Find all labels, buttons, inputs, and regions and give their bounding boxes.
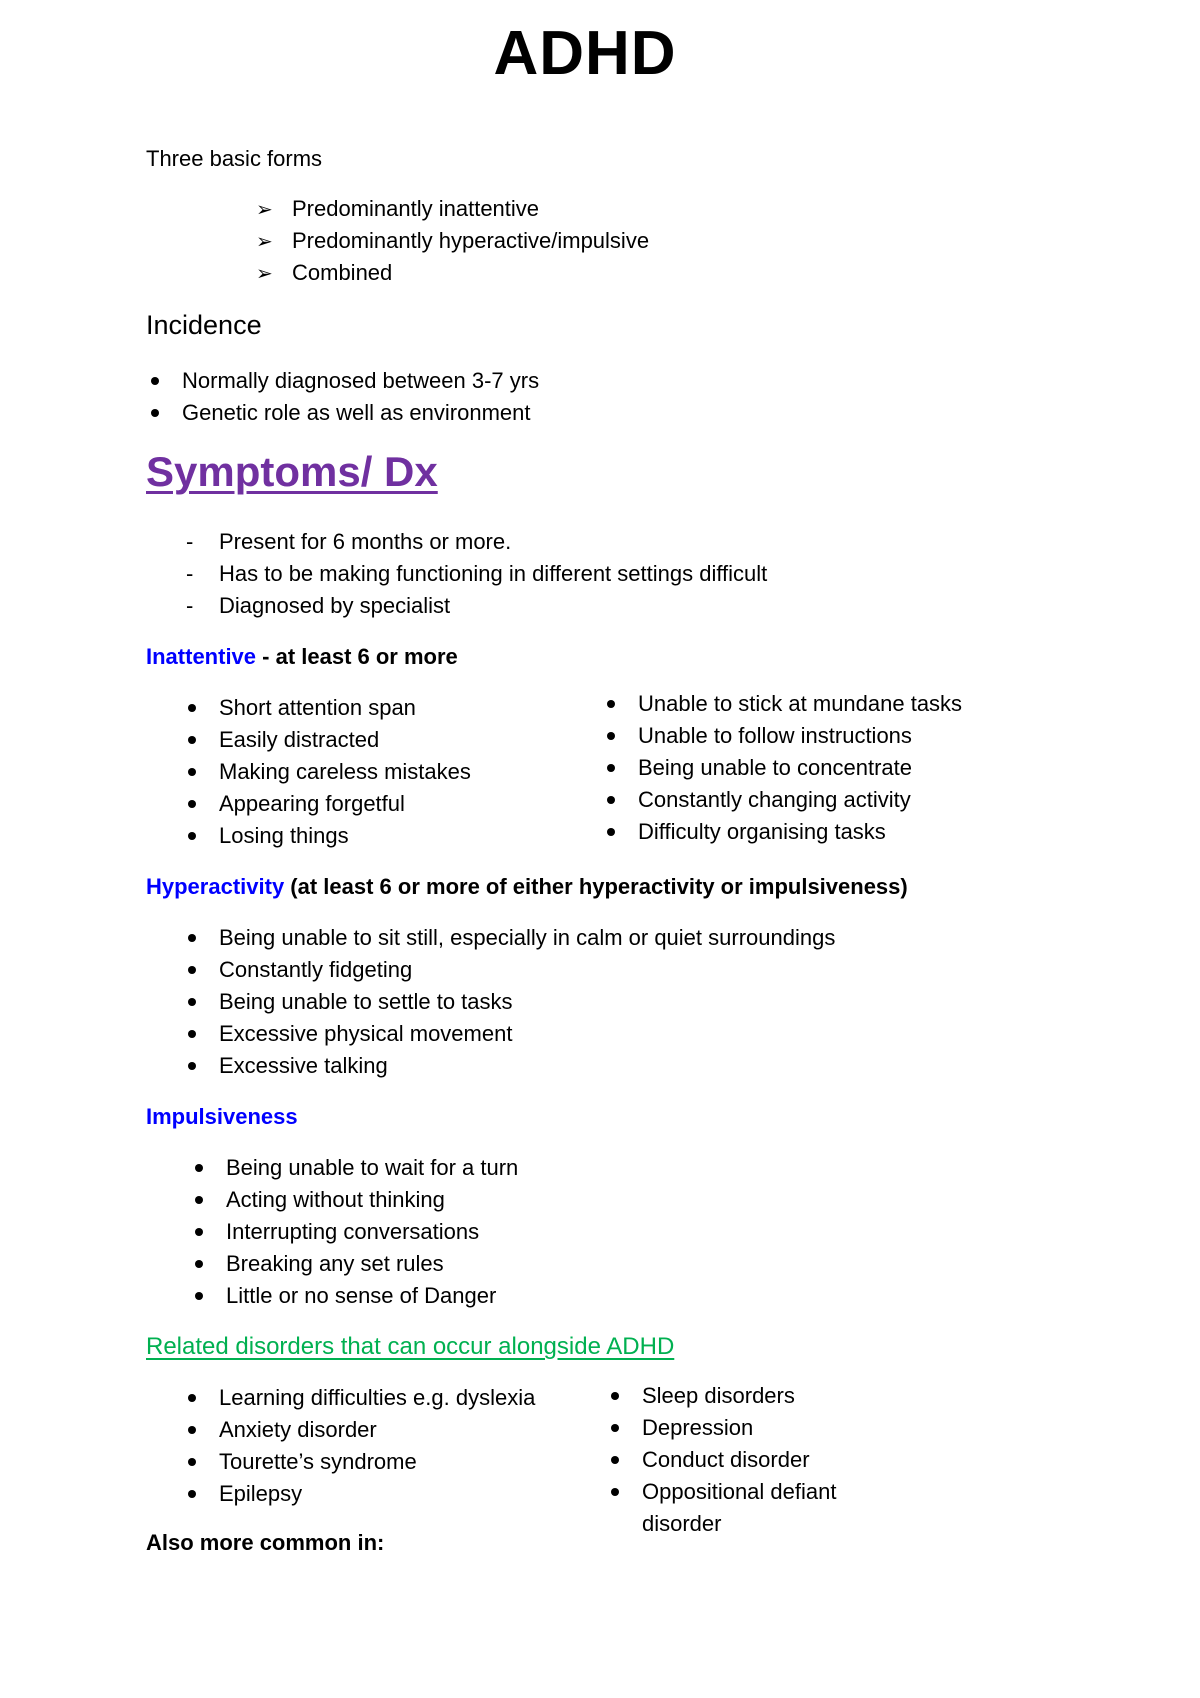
list-item: Oppositional defiant disorder	[606, 1476, 882, 1540]
related-heading: Related disorders that can occur alongside ADHD	[146, 1333, 675, 1360]
list-item: Acting without thinking	[190, 1184, 518, 1216]
inattentive-list-left	[183, 692, 471, 852]
list-item: - Has to be making functioning in different settings difficult	[183, 558, 767, 590]
hyperactivity-list	[183, 922, 835, 1082]
list-item: Constantly changing activity	[602, 784, 962, 816]
list-item: Constantly fidgeting	[183, 954, 835, 986]
list-item: Sleep disorders	[606, 1380, 882, 1412]
list-item: - Diagnosed by specialist	[183, 590, 767, 622]
list-item: Little or no sense of Danger	[190, 1280, 518, 1312]
list-item: Anxiety disorder	[183, 1414, 535, 1446]
list-item: Unable to stick at mundane tasks	[602, 688, 962, 720]
list-item: Genetic role as well as environment	[146, 397, 539, 429]
list-item: ➢ Combined	[256, 257, 649, 289]
list-item: Normally diagnosed between 3-7 yrs	[146, 365, 539, 397]
list-item: Learning difficulties e.g. dyslexia	[183, 1382, 535, 1414]
hyperactivity-label: Hyperactivity	[146, 874, 285, 899]
list-item: ➢ Predominantly inattentive	[256, 193, 649, 225]
list-item: Interrupting conversations	[190, 1216, 518, 1248]
list-item: Difficulty organising tasks	[602, 816, 962, 848]
list-item: Conduct disorder	[606, 1444, 882, 1476]
list-item: Being unable to sit still, especially in calm or quiet surroundings	[183, 922, 835, 954]
impulsiveness-list	[190, 1152, 518, 1312]
impulsiveness-heading: Impulsiveness	[146, 1104, 298, 1129]
inattentive-label: Inattentive	[146, 644, 257, 669]
symptoms-list	[183, 526, 767, 622]
list-item: Tourette’s syndrome	[183, 1446, 535, 1478]
list-item: ➢ Predominantly hyperactive/impulsive	[256, 225, 649, 257]
list-item: Excessive talking	[183, 1050, 835, 1082]
list-item: Excessive physical movement	[183, 1018, 835, 1050]
intro-text: Three basic forms	[146, 146, 323, 171]
list-item: Depression	[606, 1412, 882, 1444]
list-item: Being unable to wait for a turn	[190, 1152, 518, 1184]
list-item: Short attention span	[183, 692, 471, 724]
related-list-left	[183, 1382, 535, 1510]
inattentive-heading	[146, 644, 458, 670]
inattentive-note: - at least 6 or more	[256, 644, 458, 669]
hyperactivity-note: (at least 6 or more of either hyperactivity or impulsiveness)	[284, 874, 908, 899]
inattentive-list-right	[602, 688, 962, 848]
list-item: Appearing forgetful	[183, 788, 471, 820]
list-item: Epilepsy	[183, 1478, 535, 1510]
also-common-text: Also more common in:	[146, 1530, 385, 1555]
list-item: Being unable to concentrate	[602, 752, 962, 784]
incidence-list	[146, 365, 539, 429]
symptoms-heading: Symptoms/ Dx	[146, 448, 438, 495]
list-item: Easily distracted	[183, 724, 471, 756]
list-item: - Present for 6 months or more.	[183, 526, 767, 558]
incidence-heading: Incidence	[146, 310, 262, 340]
list-item: Breaking any set rules	[190, 1248, 518, 1280]
forms-list	[256, 193, 649, 289]
list-item: Unable to follow instructions	[602, 720, 962, 752]
hyperactivity-heading	[146, 874, 908, 900]
page-title: ADHD	[493, 19, 677, 88]
related-list-right	[606, 1380, 882, 1540]
list-item: Losing things	[183, 820, 471, 852]
list-item: Making careless mistakes	[183, 756, 471, 788]
list-item: Being unable to settle to tasks	[183, 986, 835, 1018]
